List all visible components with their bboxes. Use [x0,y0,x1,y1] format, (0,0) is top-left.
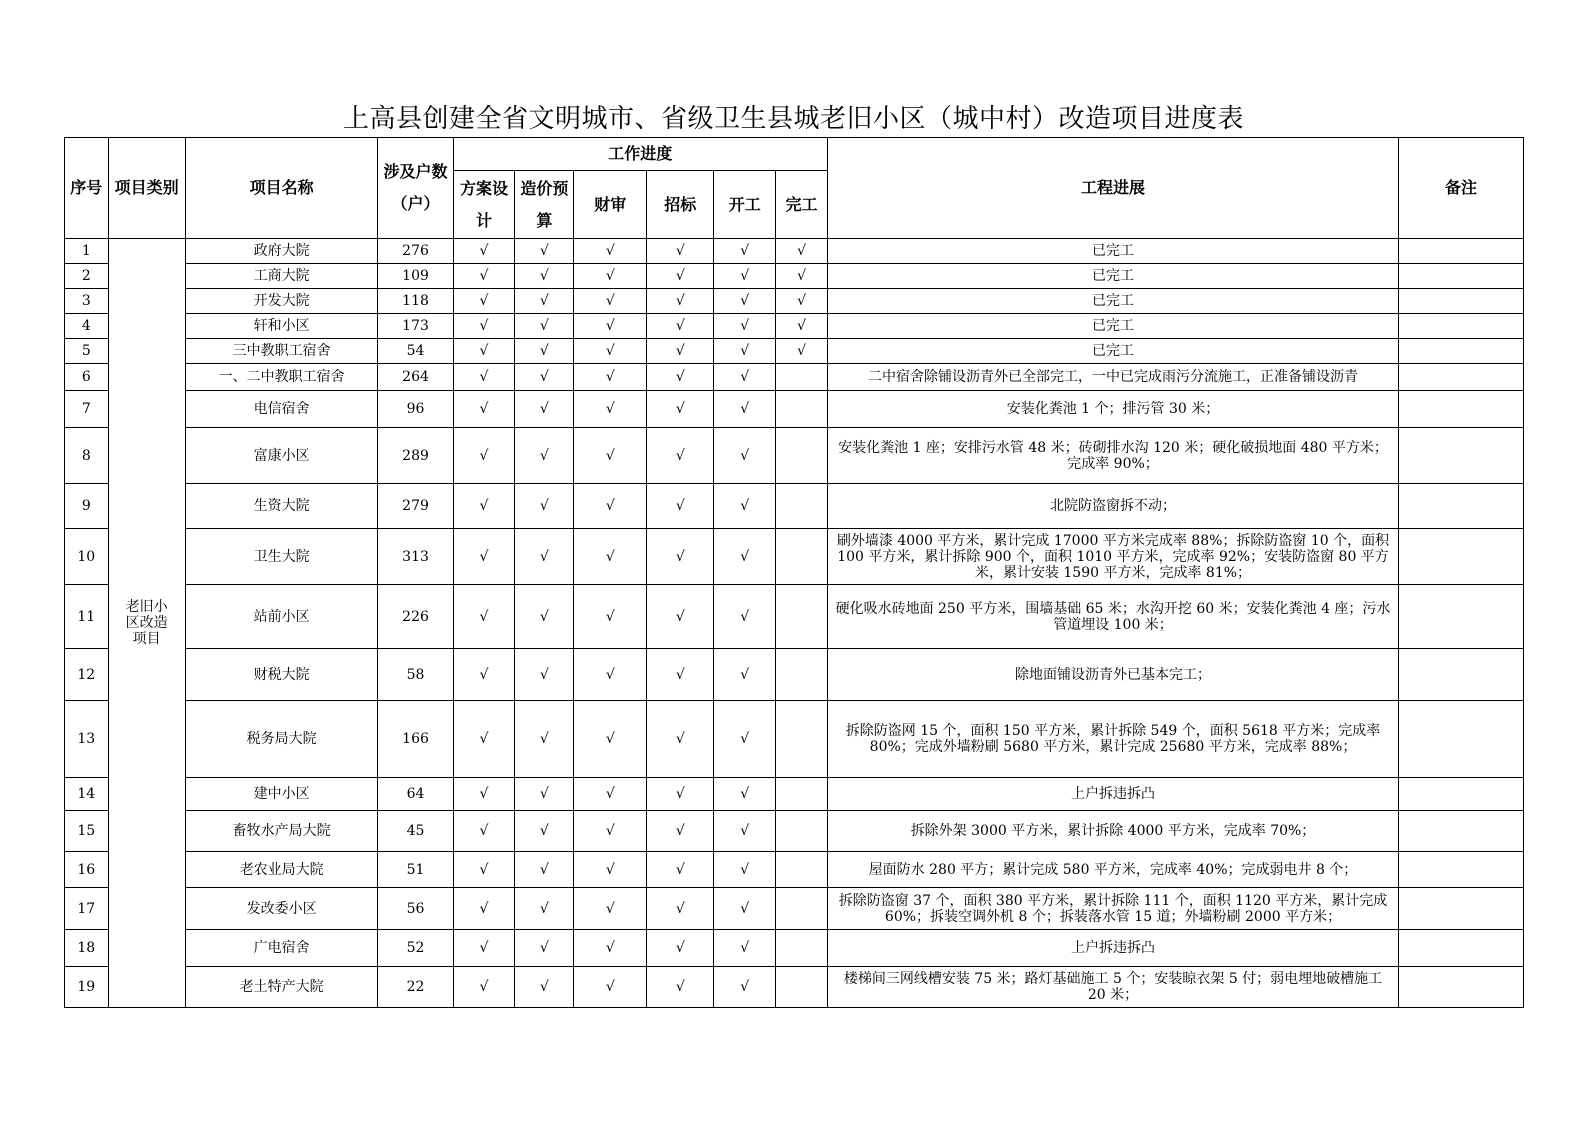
row-check-mark: √ [453,289,515,314]
row-name: 卫生大院 [185,529,378,585]
row-seq: 2 [65,264,109,289]
row-check-mark: √ [453,585,515,649]
row-check-mark: √ [647,852,714,888]
row-check-mark: √ [453,314,515,339]
row-check-mark [776,852,828,888]
row-check-mark: √ [714,314,776,339]
row-progress: 已完工 [827,339,1398,364]
row-name: 一、二中教职工宿舍 [185,364,378,391]
row-progress: 已完工 [827,289,1398,314]
row-households: 276 [378,239,453,264]
row-remark [1399,930,1524,967]
row-check-mark: √ [714,778,776,811]
row-check-mark: √ [574,778,647,811]
table-row [65,391,1524,428]
table-row [65,888,1524,930]
row-progress: 刷外墙漆 4000 平方米，累计完成 17000 平方米完成率 88%；拆除防盗窗 10 个，面积 100 平方米，累计拆除 900 个，面积 1010 平方米，完成率 92%；安装防盗窗 80 平方米，累计安装 1590 平方米，完成率 81%； [827,529,1398,585]
row-seq: 7 [65,391,109,428]
row-check-mark: √ [647,264,714,289]
row-check-mark: √ [515,529,574,585]
row-check-mark: √ [776,264,828,289]
row-households: 109 [378,264,453,289]
table-row [65,852,1524,888]
row-seq: 9 [65,484,109,529]
row-households: 289 [378,428,453,484]
row-households: 313 [378,529,453,585]
row-check-mark: √ [453,339,515,364]
header-work-progress: 工作进度 [453,138,827,171]
row-progress: 除地面铺设沥青外已基本完工； [827,649,1398,701]
row-progress: 楼梯间三网线槽安装 75 米；路灯基础施工 5 个；安装晾衣架 5 付；弱电埋地破槽施工 20 米； [827,967,1398,1008]
row-check-mark: √ [647,778,714,811]
row-seq: 8 [65,428,109,484]
row-progress: 二中宿舍除铺设沥青外已全部完工，一中已完成雨污分流施工，正准备铺设沥青 [827,364,1398,391]
category-cell: 老旧小区改造项目 [108,239,185,1008]
row-check-mark [776,888,828,930]
table-row [65,930,1524,967]
table-row [65,264,1524,289]
row-check-mark: √ [714,811,776,852]
row-households: 58 [378,649,453,701]
row-check-mark: √ [453,701,515,778]
header-sub-tender: 招标 [647,171,714,239]
row-progress: 拆除防盗网 15 个，面积 150 平方米，累计拆除 549 个，面积 5618 平方米；完成率 80%；完成外墙粉刷 5680 平方米，累计完成 25680 平方米，完成率 88%； [827,701,1398,778]
row-check-mark: √ [776,239,828,264]
row-check-mark: √ [515,314,574,339]
row-progress: 已完工 [827,314,1398,339]
row-check-mark: √ [515,701,574,778]
row-check-mark [776,585,828,649]
row-progress: 已完工 [827,239,1398,264]
row-seq: 13 [65,701,109,778]
row-households: 279 [378,484,453,529]
row-check-mark: √ [515,585,574,649]
row-seq: 17 [65,888,109,930]
row-check-mark: √ [453,649,515,701]
row-check-mark: √ [453,391,515,428]
row-remark [1399,428,1524,484]
header-sub-finish: 完工 [776,171,828,239]
row-check-mark: √ [574,852,647,888]
row-check-mark: √ [714,585,776,649]
row-check-mark: √ [574,649,647,701]
row-check-mark: √ [647,585,714,649]
row-remark [1399,852,1524,888]
row-name: 税务局大院 [185,701,378,778]
row-check-mark: √ [515,264,574,289]
row-check-mark: √ [574,314,647,339]
row-seq: 18 [65,930,109,967]
row-check-mark: √ [574,239,647,264]
row-check-mark: √ [714,930,776,967]
row-households: 56 [378,888,453,930]
row-check-mark: √ [714,364,776,391]
row-check-mark: √ [574,484,647,529]
row-check-mark: √ [515,778,574,811]
row-check-mark: √ [453,888,515,930]
row-remark [1399,585,1524,649]
row-progress: 拆除防盗窗 37 个，面积 380 平方米，累计拆除 111 个，面积 1120 平方米，累计完成 60%；拆装空调外机 8 个；拆装落水管 15 道；外墙粉刷 2000 平方米； [827,888,1398,930]
row-name: 工商大院 [185,264,378,289]
row-households: 173 [378,314,453,339]
row-check-mark: √ [714,852,776,888]
row-check-mark: √ [515,428,574,484]
row-check-mark: √ [776,339,828,364]
row-check-mark: √ [453,364,515,391]
row-name: 广电宿舍 [185,930,378,967]
row-name: 政府大院 [185,239,378,264]
row-progress: 屋面防水 280 平方；累计完成 580 平方米，完成率 40%；完成弱电井 8 个； [827,852,1398,888]
row-remark [1399,364,1524,391]
header-category: 项目类别 [108,138,185,239]
row-remark [1399,888,1524,930]
row-check-mark: √ [714,484,776,529]
row-check-mark [776,930,828,967]
row-name: 老农业局大院 [185,852,378,888]
row-progress: 拆除外架 3000 平方米，累计拆除 4000 平方米，完成率 70%； [827,811,1398,852]
row-check-mark [776,811,828,852]
row-check-mark: √ [714,391,776,428]
table-row [65,339,1524,364]
row-check-mark: √ [647,484,714,529]
page-title: 上高县创建全省文明城市、省级卫生县城老旧小区（城中村）改造项目进度表 [342,104,1244,134]
row-name: 发改委小区 [185,888,378,930]
row-name: 建中小区 [185,778,378,811]
row-check-mark: √ [515,811,574,852]
row-seq: 16 [65,852,109,888]
row-households: 96 [378,391,453,428]
row-remark [1399,239,1524,264]
row-check-mark: √ [453,529,515,585]
row-households: 226 [378,585,453,649]
row-remark [1399,339,1524,364]
row-check-mark: √ [453,428,515,484]
row-remark [1399,701,1524,778]
row-check-mark: √ [453,264,515,289]
row-check-mark: √ [714,649,776,701]
row-seq: 6 [65,364,109,391]
row-households: 22 [378,967,453,1008]
row-check-mark: √ [515,649,574,701]
row-check-mark [776,701,828,778]
row-remark [1399,391,1524,428]
table-body [65,239,1524,1008]
table-row [65,649,1524,701]
row-check-mark: √ [647,930,714,967]
row-name: 老土特产大院 [185,967,378,1008]
row-check-mark: √ [647,888,714,930]
row-name: 三中教职工宿舍 [185,339,378,364]
row-check-mark: √ [515,930,574,967]
row-check-mark: √ [453,930,515,967]
progress-table [64,137,1524,1008]
row-remark [1399,529,1524,585]
header-name: 项目名称 [185,138,378,239]
row-check-mark: √ [574,391,647,428]
row-check-mark: √ [574,264,647,289]
row-check-mark: √ [647,529,714,585]
row-check-mark: √ [515,852,574,888]
row-households: 51 [378,852,453,888]
row-remark [1399,484,1524,529]
row-check-mark: √ [574,364,647,391]
row-households: 54 [378,339,453,364]
row-check-mark: √ [574,529,647,585]
table-row [65,484,1524,529]
row-check-mark [776,649,828,701]
row-check-mark: √ [714,339,776,364]
row-check-mark: √ [776,289,828,314]
row-remark [1399,289,1524,314]
row-check-mark: √ [515,289,574,314]
row-households: 166 [378,701,453,778]
row-check-mark: √ [574,339,647,364]
row-households: 118 [378,289,453,314]
row-check-mark: √ [574,585,647,649]
row-check-mark: √ [714,289,776,314]
row-name: 畜牧水产局大院 [185,811,378,852]
row-check-mark: √ [647,649,714,701]
header-sub-audit: 财审 [574,171,647,239]
header-sub-start: 开工 [714,171,776,239]
row-check-mark: √ [574,289,647,314]
row-check-mark: √ [453,484,515,529]
table-row [65,701,1524,778]
row-remark [1399,264,1524,289]
row-seq: 14 [65,778,109,811]
table-row [65,529,1524,585]
table-row [65,289,1524,314]
row-progress: 安装化粪池 1 个；排污管 30 米； [827,391,1398,428]
header-households: 涉及户数（户） [378,138,453,239]
row-check-mark: √ [574,888,647,930]
row-households: 64 [378,778,453,811]
row-check-mark: √ [714,239,776,264]
table-row [65,239,1524,264]
row-check-mark: √ [515,967,574,1008]
row-households: 264 [378,364,453,391]
row-progress: 安装化粪池 1 座；安排污水管 48 米；砖砌排水沟 120 米；硬化破损地面 480 平方米；完成率 90%； [827,428,1398,484]
row-households: 52 [378,930,453,967]
row-remark [1399,967,1524,1008]
header-remarks: 备注 [1399,138,1524,239]
row-remark [1399,649,1524,701]
row-check-mark: √ [647,239,714,264]
row-seq: 15 [65,811,109,852]
header-seq: 序号 [65,138,109,239]
row-progress: 硬化吸水砖地面 250 平方米，围墙基础 65 米；水沟开挖 60 米；安装化粪池 4 座；污水管道埋设 100 米； [827,585,1398,649]
row-check-mark: √ [647,428,714,484]
row-check-mark: √ [574,701,647,778]
table-row [65,778,1524,811]
row-check-mark [776,529,828,585]
table-row [65,811,1524,852]
header-project-progress: 工程进展 [827,138,1398,239]
table-row [65,314,1524,339]
row-check-mark: √ [453,778,515,811]
row-remark [1399,811,1524,852]
row-check-mark: √ [515,239,574,264]
row-check-mark: √ [453,852,515,888]
row-check-mark: √ [647,811,714,852]
table-row [65,967,1524,1008]
row-check-mark: √ [647,364,714,391]
row-check-mark: √ [647,391,714,428]
row-remark [1399,314,1524,339]
row-seq: 3 [65,289,109,314]
row-check-mark: √ [574,811,647,852]
row-check-mark [776,428,828,484]
row-check-mark: √ [515,339,574,364]
row-seq: 4 [65,314,109,339]
row-check-mark: √ [574,930,647,967]
row-check-mark: √ [647,967,714,1008]
row-check-mark: √ [714,888,776,930]
row-name: 财税大院 [185,649,378,701]
row-check-mark [776,967,828,1008]
row-check-mark [776,484,828,529]
row-name: 电信宿舍 [185,391,378,428]
row-seq: 1 [65,239,109,264]
row-check-mark: √ [574,967,647,1008]
row-progress: 上户拆违拆凸 [827,930,1398,967]
row-check-mark: √ [647,339,714,364]
row-check-mark: √ [714,529,776,585]
row-progress: 北院防盗窗拆不动； [827,484,1398,529]
row-name: 站前小区 [185,585,378,649]
row-households: 45 [378,811,453,852]
row-progress: 已完工 [827,264,1398,289]
table-row [65,585,1524,649]
row-check-mark: √ [453,967,515,1008]
row-seq: 11 [65,585,109,649]
row-check-mark: √ [647,314,714,339]
row-seq: 5 [65,339,109,364]
row-name: 轩和小区 [185,314,378,339]
row-check-mark: √ [515,364,574,391]
table-row [65,428,1524,484]
row-check-mark: √ [647,701,714,778]
row-progress: 上户拆违拆凸 [827,778,1398,811]
row-name: 开发大院 [185,289,378,314]
row-seq: 19 [65,967,109,1008]
row-check-mark: √ [714,428,776,484]
row-check-mark: √ [453,239,515,264]
row-check-mark [776,391,828,428]
row-check-mark: √ [714,967,776,1008]
row-seq: 10 [65,529,109,585]
row-check-mark: √ [714,264,776,289]
row-check-mark [776,364,828,391]
table-row [65,364,1524,391]
row-check-mark: √ [515,484,574,529]
header-sub-budget: 造价预算 [515,171,574,239]
row-check-mark: √ [515,391,574,428]
row-name: 富康小区 [185,428,378,484]
header-sub-design: 方案设计 [453,171,515,239]
row-check-mark: √ [714,701,776,778]
row-check-mark: √ [453,811,515,852]
row-check-mark: √ [776,314,828,339]
row-name: 生资大院 [185,484,378,529]
row-check-mark: √ [574,428,647,484]
row-remark [1399,778,1524,811]
row-check-mark: √ [647,289,714,314]
row-check-mark: √ [515,888,574,930]
row-seq: 12 [65,649,109,701]
row-check-mark [776,778,828,811]
